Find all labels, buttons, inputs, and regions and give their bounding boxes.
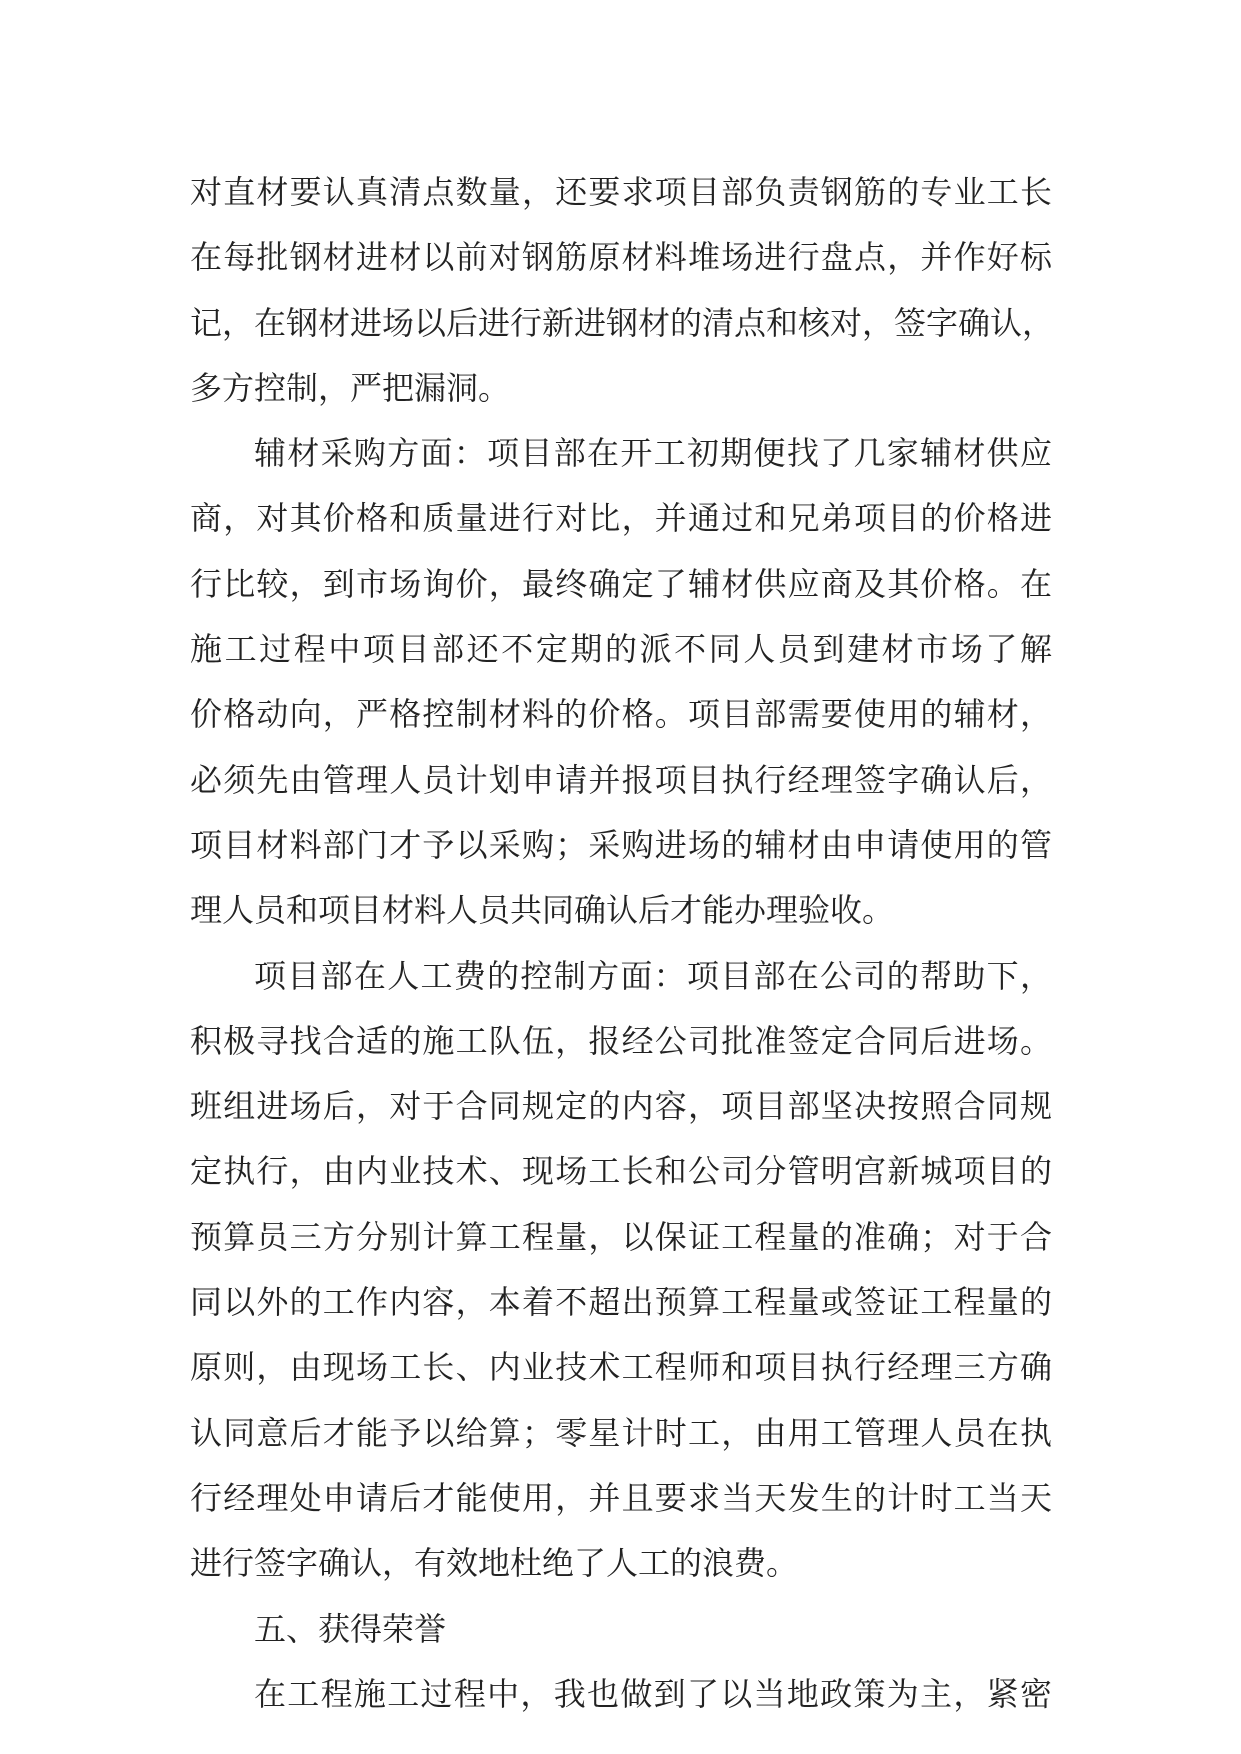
text-line-5: 辅材采购方面：项目部在开工初期便找了几家辅材供应 [254,434,1052,473]
text-line-3: 记，在钢材进场以后进行新进钢材的清点和核对，签字确认， [190,303,1055,342]
text-line-22: 进行签字确认，有效地杜绝了人工的浪费。 [190,1544,799,1583]
text-line-7: 行比较，到市场询价，最终确定了辅材供应商及其价格。在 [190,564,1052,603]
text-line-19: 原则，由现场工长、内业技术工程师和项目执行经理三方确 [190,1348,1052,1387]
text-line-14: 积极寻找合适的施工队伍，报经公司批准签定合同后进场。 [190,1021,1052,1060]
text-line-17: 预算员三方分别计算工程量，以保证工程量的准确；对于合 [190,1217,1052,1256]
text-line-2: 在每批钢材进材以前对钢筋原材料堆场进行盘点，并作好标 [190,238,1052,277]
text-line-16: 定执行，由内业技术、现场工长和公司分管明宫新城项目的 [190,1152,1052,1191]
text-line-9: 价格动向，严格控制材料的价格。项目部需要使用的辅材， [190,695,1052,734]
text-line-1: 对直材要认真清点数量，还要求项目部负责钢筋的专业工长 [190,173,1052,211]
text-line-8: 施工过程中项目部还不定期的派不同人员到建材市场了解 [190,630,1052,669]
text-line-18: 同以外的工作内容，本着不超出预算工程量或签证工程量的 [190,1283,1052,1322]
text-line-20: 认同意后才能予以给算；零星计时工，由用工管理人员在执 [190,1413,1052,1452]
text-line-11: 项目材料部门才予以采购；采购进场的辅材由申请使用的管 [190,825,1052,864]
text-line-21: 行经理处申请后才能使用，并且要求当天发生的计时工当天 [190,1478,1052,1517]
text-line-12: 理人员和项目材料人员共同确认后才能办理验收。 [190,891,895,930]
text-line-6: 商，对其价格和质量进行对比，并通过和兄弟项目的价格进 [190,499,1052,538]
section-heading: 五、获得荣誉 [254,1609,447,1648]
text-line-13: 项目部在人工费的控制方面：项目部在公司的帮助下， [254,956,1052,995]
text-line-15: 班组进场后，对于合同规定的内容，项目部坚决按照合同规 [190,1087,1052,1126]
text-line-24: 在工程施工过程中，我也做到了以当地政策为主，紧密 [254,1674,1052,1713]
text-line-4: 多方控制，严把漏洞。 [190,368,511,407]
text-line-10: 必须先由管理人员计划申请并报项目执行经理签字确认后， [190,760,1052,799]
body-text [190,160,1055,1727]
